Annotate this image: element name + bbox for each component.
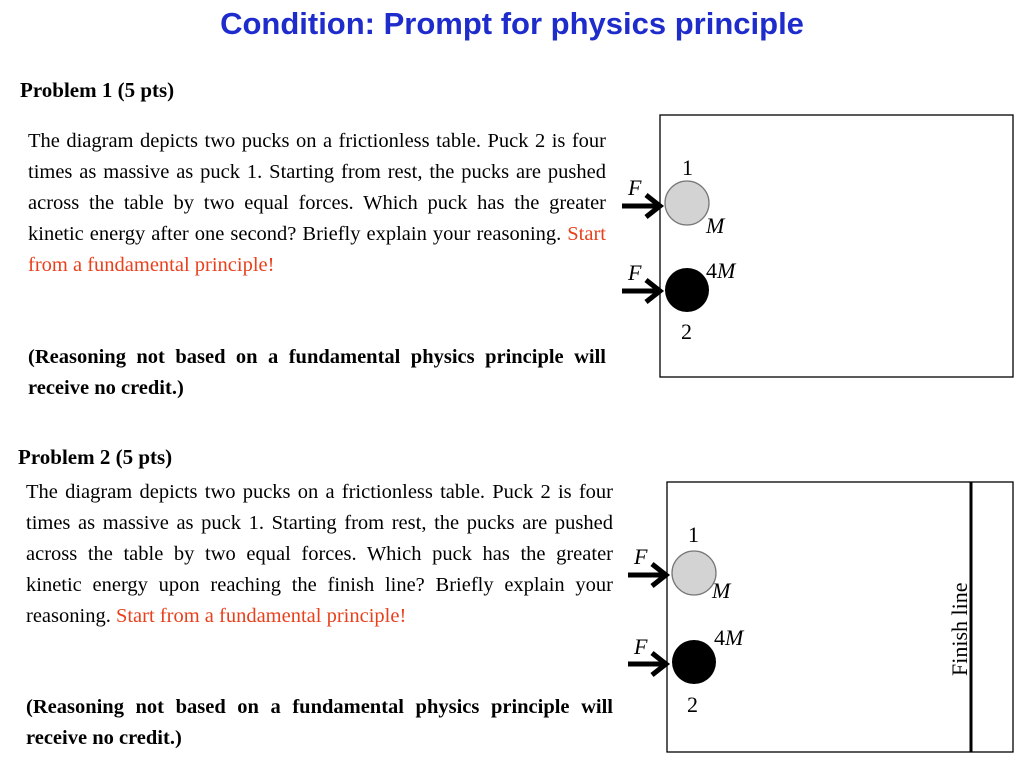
puck-1-mass: M <box>712 578 731 603</box>
table-frame <box>660 115 1013 377</box>
problem-1-diagram <box>618 113 1018 379</box>
problem-2-diagram <box>624 480 1019 755</box>
puck-2-force-label: F <box>628 260 642 285</box>
puck-2-number: 2 <box>681 319 692 344</box>
puck-2-number: 2 <box>687 692 698 717</box>
puck-1-force-label: F <box>634 544 648 569</box>
problem-2-note: (Reasoning not based on a fundamental physics principle will receive no credit.) <box>26 696 613 749</box>
puck-2-force-label: F <box>634 634 648 659</box>
page-title: Condition: Prompt for physics principle <box>220 6 804 41</box>
puck-2 <box>672 640 716 684</box>
puck-2 <box>665 268 709 312</box>
problem-2-body: The diagram depicts two pucks on a frictionless table. Puck 2 is four times as massive as puck 1. Starting from rest, the pucks are pushed across the table by two equal forces. Which puck has the greater kinetic energy upon reaching the finish line? Briefly explain your reasoning. <box>26 481 613 627</box>
problem-1-text <box>28 126 606 281</box>
puck-2-mass: 4M <box>714 625 744 650</box>
puck-1 <box>665 181 709 225</box>
puck-1-mass: M <box>706 213 725 238</box>
problem-1-heading: Problem 1 (5 pts) <box>20 78 175 102</box>
puck-1-number: 1 <box>682 155 693 180</box>
problem-2-heading: Problem 2 (5 pts) <box>18 445 173 469</box>
problem-1-note: (Reasoning not based on a fundamental physics principle will receive no credit.) <box>28 346 606 399</box>
problem-2-highlight: Start from a fundamental principle! <box>115 605 407 627</box>
problem-1-highlight: Start from a fundamental principle! <box>28 223 606 276</box>
puck-1 <box>672 551 716 595</box>
finish-line-label: Finish line <box>947 582 972 676</box>
puck-1-force-label: F <box>628 175 642 200</box>
problem-1-body: The diagram depicts two pucks on a frictionless table. Puck 2 is four times as massive as puck 1. Starting from rest, the pucks are pushed across the table by two equal forces. Which puck has the greater kinetic energy after one second? Briefly explain your reasoning. <box>28 130 606 245</box>
puck-1-number: 1 <box>688 522 699 547</box>
puck-2-mass: 4M <box>706 258 736 283</box>
problem-2-text <box>26 477 613 632</box>
